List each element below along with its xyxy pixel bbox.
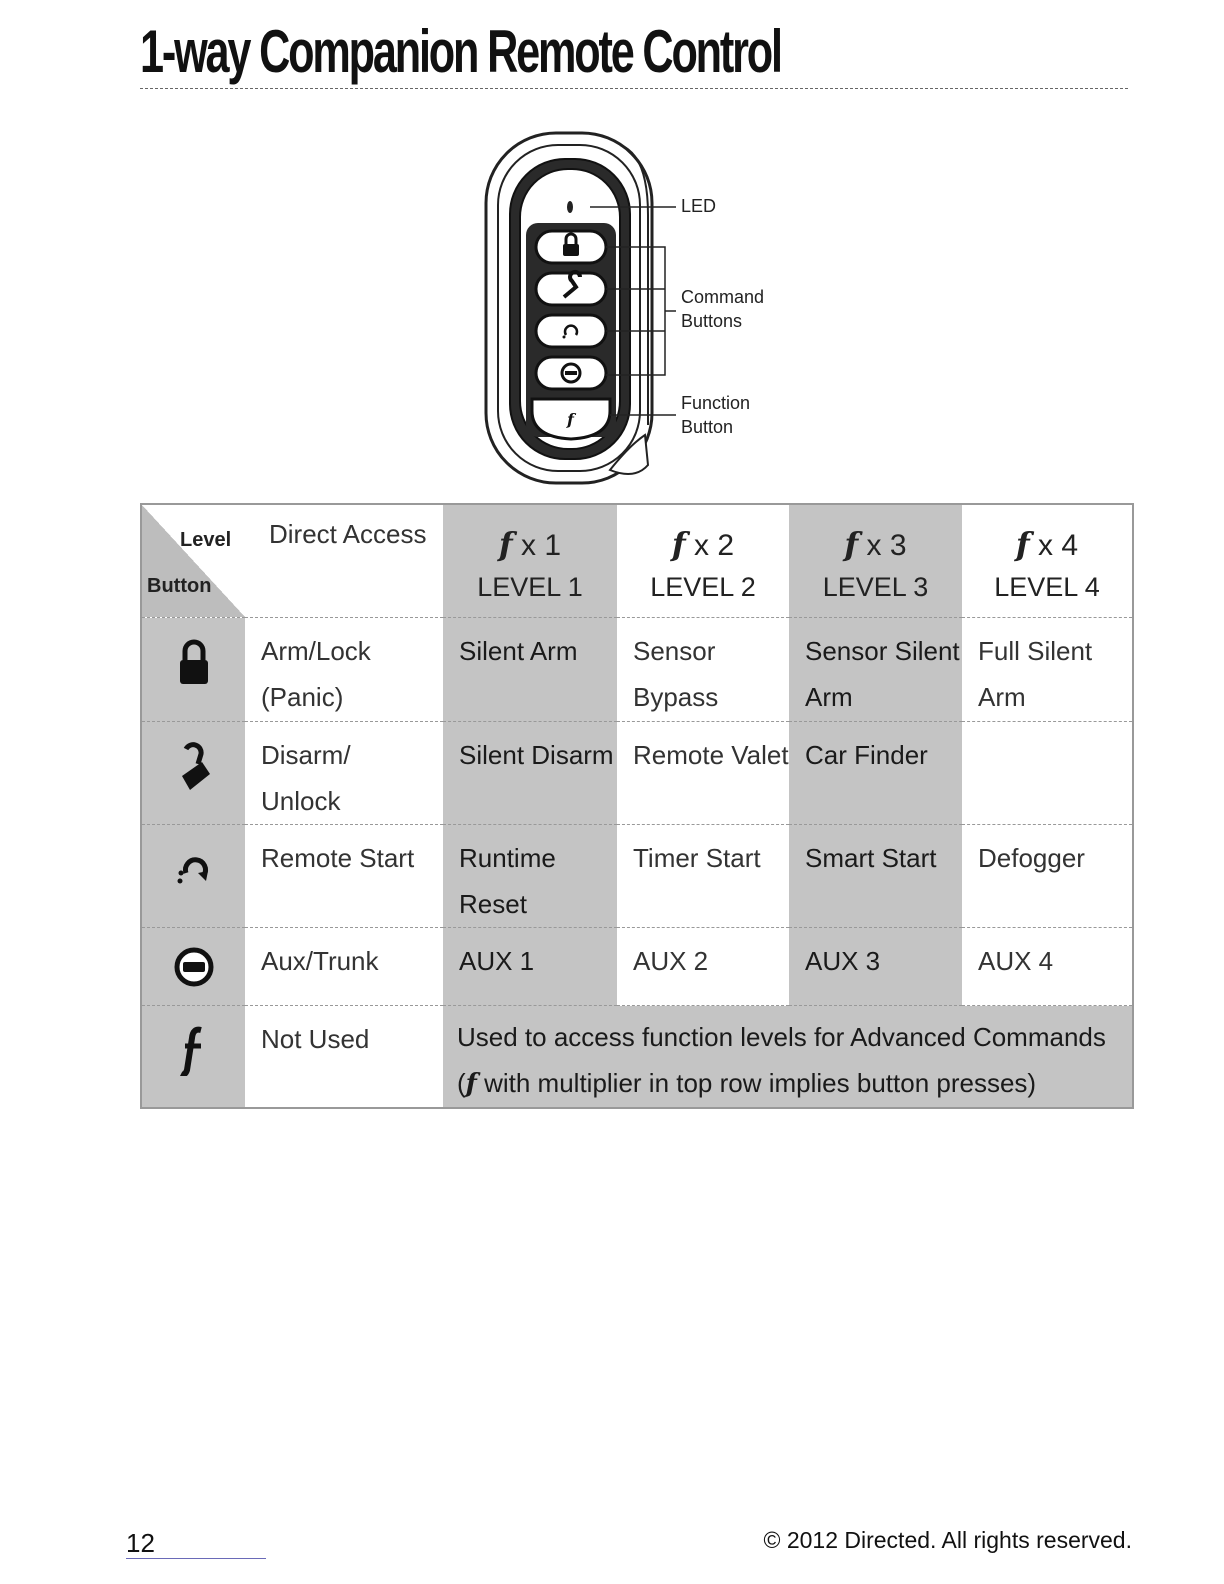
table-row [141,825,1133,928]
lock-icon-cell [141,618,245,722]
start-level1-line2: Reset [459,889,527,919]
led-icon [567,201,573,213]
level-3-label: LEVEL 3 [822,572,929,602]
level-1-multiplier: x 1 [521,529,562,562]
direct-access-header [245,504,443,618]
function-levels-table [140,503,1134,1109]
unlock-level3-line1: Car Finder [805,740,928,770]
lock-level2-line2: Bypass [633,682,719,712]
function-symbol: f [844,525,859,563]
table-row [141,722,1133,825]
level-2-multiplier: x 2 [694,529,735,562]
function-symbol: f [1015,525,1030,563]
lock-level4-line2: Arm [978,682,1026,712]
table-row [141,1006,1133,1109]
start-level4-line1: Defogger [978,843,1085,873]
command-buttons-callout-line2: Buttons [681,311,743,331]
remote-diagram [470,125,790,495]
aux-level3-line1: AUX 3 [805,946,881,976]
led-callout: LED [681,196,717,216]
level-4-label: LEVEL 4 [994,572,1100,602]
lock-level1-line1: Silent Arm [459,636,578,666]
level-3-header [789,504,962,618]
table-row [141,618,1133,722]
command-buttons-callout-line1: Command [681,287,765,307]
level-4-multiplier: x 4 [1038,529,1079,562]
button-corner-label: Button [147,575,212,597]
function-button-icon [532,399,610,439]
level-1-header [443,504,617,618]
level-1-label: LEVEL 1 [477,572,583,602]
title-underline [140,88,1128,89]
lock-level2-line1: Sensor [633,636,716,666]
lock-direct-line1: Arm/Lock [261,636,371,666]
remote-start-icon [174,843,214,887]
remote-start-icon-cell [141,825,245,928]
unlock-level1-line1: Silent Disarm [459,740,614,770]
svg-text:f: f [567,410,574,429]
corner-header-cell [141,504,245,618]
page-title: 1-way Companion Remote Control [140,18,781,85]
lock-direct-line2: (Panic) [261,682,344,712]
unlock-button-icon [536,272,606,305]
function-direct-text: Not Used [261,1024,370,1054]
lock-level3-line2: Arm [805,682,853,712]
aux-icon-cell [141,928,245,1006]
direct-access-label: Direct Access [269,519,427,549]
function-button-callout-line1: Function [681,393,751,413]
aux-level4-line1: AUX 4 [978,946,1054,976]
aux-level2-line1: AUX 2 [633,946,709,976]
level-2-header [617,504,789,618]
unlock-icon [174,740,214,798]
level-3-multiplier: x 3 [866,529,907,562]
function-symbol: f [465,1069,477,1099]
function-symbol: f [498,525,513,563]
table-row [141,928,1133,1006]
remote-start-button-icon [536,315,606,347]
table-header-row [141,504,1133,618]
aux-level1-line1: AUX 1 [459,946,535,976]
unlock-icon-cell [141,722,245,825]
aux-direct-line1: Aux/Trunk [261,946,379,976]
function-note-line1: Used to access function levels for Advanced Commands [457,1022,1106,1052]
function-note-line2: with multiplier in top row implies button presses) [476,1068,1037,1098]
unlock-direct-line2: Unlock [261,786,341,816]
page-number: 12 [126,1528,155,1558]
unlock-direct-line1: Disarm/ [261,740,351,770]
start-level2-line1: Timer Start [633,843,761,873]
page-number-underline [126,1558,266,1559]
start-direct-line1: Remote Start [261,843,415,873]
level-2-label: LEVEL 2 [650,572,756,602]
function-symbol: f [671,525,686,563]
start-level3-line1: Smart Start [805,843,937,873]
level-4-header [962,504,1133,618]
function-note-cell [443,1006,1133,1109]
lock-icon [174,636,214,690]
copyright-notice: © 2012 Directed. All rights reserved. [763,1527,1132,1553]
start-level1-line1: Runtime [459,843,556,873]
function-note-open-paren: ( [457,1068,466,1098]
function-icon [179,1024,209,1076]
lock-level3-line1: Sensor Silent [805,636,960,666]
function-icon-cell [141,1006,245,1109]
function-button-callout-line2: Button [681,417,734,437]
aux-button-icon [536,357,606,389]
lock-level4-line1: Full Silent [978,636,1093,666]
unlock-level2-line1: Remote Valet [633,740,789,770]
level-corner-label: Level [180,529,232,551]
lock-button-icon [536,231,606,263]
aux-icon [173,946,215,988]
